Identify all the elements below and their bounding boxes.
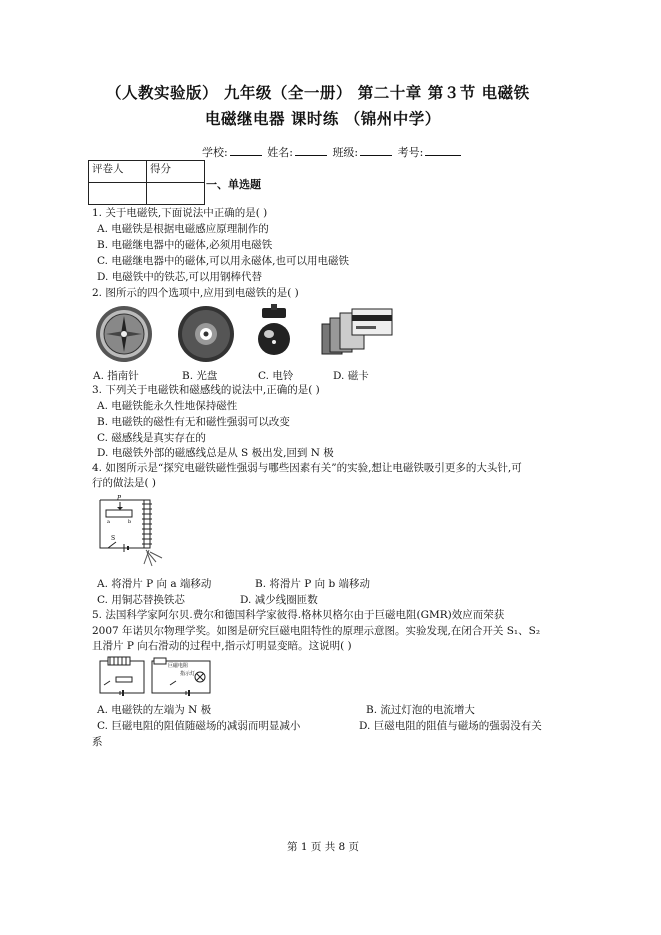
- q5-label-gmr: 巨磁电阻: [168, 663, 189, 669]
- q4-option-a[interactable]: A. 将滑片 P 向 a 端移动: [97, 578, 212, 590]
- q4-label-b: b: [128, 519, 132, 525]
- q4-option-c[interactable]: C. 用铜芯替换铁芯: [97, 594, 185, 606]
- q4-stem-line1: 4. 如图所示是“探究电磁铁磁性强弱与哪些因素有关”的实验,想让电磁铁吸引更多的大头针,可: [92, 462, 522, 474]
- q5-option-b[interactable]: B. 流过灯泡的电流增大: [366, 704, 475, 716]
- q4-stem-line2: 行的做法是( ): [92, 477, 157, 489]
- grader-header: 评卷人: [89, 161, 147, 183]
- page-title-line2: 电磁继电器 课时练 （锦州中学）: [205, 110, 441, 128]
- q4-label-a: a: [107, 519, 110, 525]
- q1-stem: 1. 关于电磁铁,下面说法中正确的是( ): [92, 207, 268, 219]
- q2-option-c[interactable]: C. 电铃: [258, 370, 294, 382]
- disc-icon: [176, 304, 236, 364]
- electromagnet-circuit-diagram: [94, 492, 170, 568]
- q5-option-c[interactable]: C. 巨磁电阻的阻值随磁场的减弱而明显减小: [97, 720, 301, 732]
- q5-option-d-continued: 系: [92, 736, 103, 748]
- page-title-line1: （人教实验版） 九年级（全一册） 第二十章 第３节 电磁铁: [106, 84, 530, 102]
- q4-label-p: P: [117, 495, 122, 502]
- school-label: 学校:: [202, 146, 228, 159]
- bell-icon: [254, 304, 294, 362]
- score-cell[interactable]: [147, 183, 205, 205]
- q3-option-a[interactable]: A. 电磁铁能永久性地保持磁性: [97, 400, 238, 412]
- name-label: 姓名:: [267, 146, 293, 159]
- score-table: [88, 160, 205, 205]
- q4-option-d[interactable]: D. 减少线圈匝数: [240, 594, 318, 606]
- number-label: 考号:: [397, 146, 424, 159]
- q3-option-b[interactable]: B. 电磁铁的磁性有无和磁性强弱可以改变: [97, 416, 290, 428]
- name-blank[interactable]: [295, 145, 327, 156]
- q2-stem: 2. 图所示的四个选项中,应用到电磁铁的是( ): [92, 287, 299, 299]
- class-label: 班级:: [332, 146, 359, 159]
- q3-option-c[interactable]: C. 磁感线是真实存在的: [97, 432, 206, 444]
- school-blank[interactable]: [230, 145, 262, 156]
- q1-option-c[interactable]: C. 电磁继电器中的磁体,可以用永磁体,也可以用电磁铁: [97, 255, 350, 267]
- q1-option-a[interactable]: A. 电磁铁是根据电磁感应原理制作的: [97, 223, 269, 235]
- section-title: 一、单选题: [206, 178, 261, 191]
- q1-option-d[interactable]: D. 电磁铁中的铁芯,可以用钢棒代替: [97, 271, 263, 283]
- q2-option-d[interactable]: D. 磁卡: [333, 370, 369, 382]
- page-number-footer: 第 1 页 共 8 页: [287, 841, 360, 853]
- q1-option-b[interactable]: B. 电磁继电器中的磁体,必须用电磁铁: [97, 239, 273, 251]
- magnetic-card-icon: [320, 306, 396, 356]
- student-info-line: [202, 144, 463, 160]
- q3-stem: 3. 下列关于电磁铁和磁感线的说法中,正确的是( ): [92, 384, 320, 396]
- q5-label-lamp: 指示灯: [180, 671, 196, 677]
- q2-option-a[interactable]: A. 指南针: [93, 370, 139, 382]
- compass-icon: [94, 304, 154, 364]
- q4-label-s: S: [111, 535, 116, 542]
- q5-option-d[interactable]: D. 巨磁电阻的阻值与磁场的强弱没有关: [359, 720, 542, 732]
- q5-stem-line2: 2007 年诺贝尔物理学奖。如图是研究巨磁电阻特性的原理示意图。实验发现,在闭合开关 S₁、S₂: [92, 625, 541, 637]
- q5-option-a[interactable]: A. 电磁铁的左端为 N 极: [97, 704, 212, 716]
- q3-option-d[interactable]: D. 电磁铁外部的磁感线总是从 S 极出发,回到 N 极: [97, 447, 334, 459]
- q5-stem-line1: 5. 法国科学家阿尔贝.费尔和德国科学家彼得.格林贝格尔由于巨磁电阻(GMR)效应而荣获: [92, 609, 505, 621]
- q4-option-b[interactable]: B. 将滑片 P 向 b 端移动: [255, 578, 371, 590]
- q5-stem-line3: 且滑片 P 向右滑动的过程中,指示灯明显变暗。这说明( ): [92, 640, 352, 652]
- q2-option-b[interactable]: B. 光盘: [182, 370, 218, 382]
- number-blank[interactable]: [425, 145, 461, 156]
- gmr-circuit-diagram: [96, 655, 214, 697]
- class-blank[interactable]: [360, 145, 392, 156]
- grader-cell[interactable]: [89, 183, 147, 205]
- score-header: 得分: [147, 161, 205, 183]
